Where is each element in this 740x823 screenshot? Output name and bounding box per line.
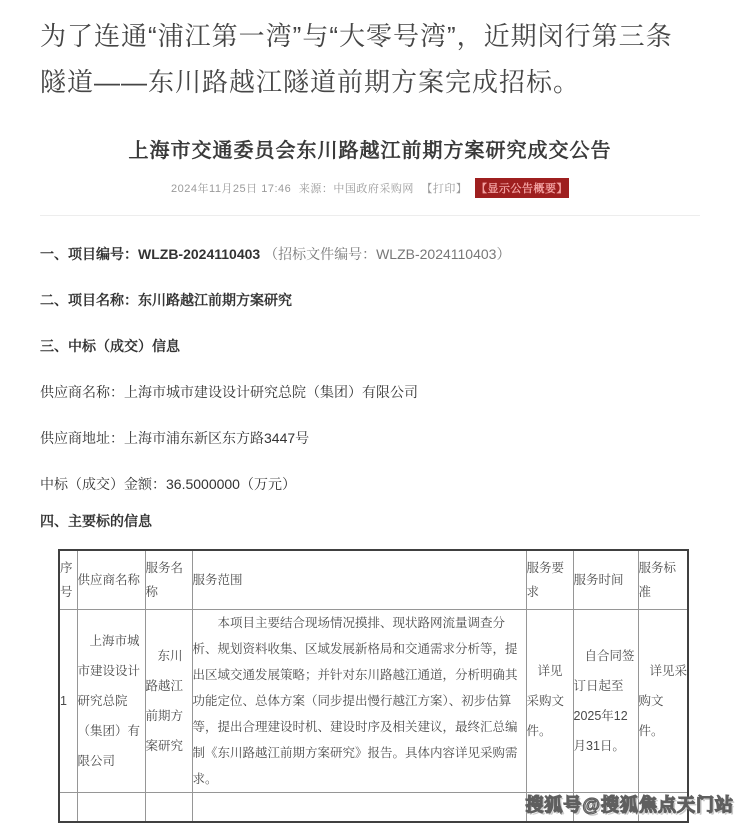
col-header-supplier: 供应商名称 <box>77 550 145 610</box>
col-header-service-name: 服务名称 <box>145 550 192 610</box>
notice-document <box>0 134 740 823</box>
section-award-info-heading: 三、中标（成交）信息 <box>40 338 180 354</box>
cell-time: 自合同签订日起至2025年12月31日。 <box>573 610 638 793</box>
cell-index: 1 <box>59 610 77 793</box>
sohu-watermark: 搜狐号@搜狐焦点天门站 <box>525 795 734 815</box>
col-header-requirement: 服务要求 <box>526 550 573 610</box>
article-headline: 为了连通“浦江第一湾”与“大零号湾”，近期闵行第三条隧道——东川路越江隧道前期方案完成招标。 <box>40 21 673 97</box>
section-subject-info-heading: 四、主要标的信息 <box>40 513 152 529</box>
cell-scope: 本项目主要结合现场情况摸排、现状路网流量调查分析、规划资料收集、区域发展新格局和交通需求分析等，提出区域交通发展策略；并针对东川路越江通道，分析明确其功能定位、总体方案（同步提出慢行越江方案）、初步估算等，提出合理建设时机、建设时序及相关建议，最终汇总编制《东川路越江前期方案研究》报告。具体内容详见采购需求。 <box>192 610 526 793</box>
meta-source: 来源：中国政府采购网 <box>298 183 414 195</box>
col-header-index: 序号 <box>59 550 77 610</box>
table-row <box>59 610 688 793</box>
col-header-time: 服务时间 <box>573 550 638 610</box>
line-award-amount: 中标（成交）金额：36.5000000（万元） <box>40 476 296 492</box>
notice-title: 上海市交通委员会东川路越江前期方案研究成交公告 <box>128 140 612 162</box>
cell-requirement: 详见采购文件。 <box>526 610 573 793</box>
tender-doc-number: （招标文件编号：WLZB-2024110403） <box>264 246 511 262</box>
cell-standard: 详见采购文件。 <box>638 610 688 793</box>
cell-service-name: 东川路越江前期方案研究 <box>145 610 192 793</box>
notice-body <box>0 246 740 823</box>
table-header-row <box>59 550 688 610</box>
cell-supplier: 上海市城市建设设计研究总院（集团）有限公司 <box>77 610 145 793</box>
show-summary-button[interactable]: 【显示公告概要】 <box>475 178 569 198</box>
meta-datetime: 2024年11月25日 17:46 <box>171 183 292 195</box>
section-project-name: 二、项目名称：东川路越江前期方案研究 <box>40 292 292 308</box>
header-divider <box>40 215 700 216</box>
section-project-number: 一、项目编号：WLZB-2024110403 （招标文件编号：WLZB-2024110403） <box>40 246 511 262</box>
line-supplier-name: 供应商名称：上海市城市建设设计研究总院（集团）有限公司 <box>40 384 418 400</box>
col-header-standard: 服务标准 <box>638 550 688 610</box>
col-header-scope: 服务范围 <box>192 550 526 610</box>
notice-meta <box>0 178 740 198</box>
subject-info-table <box>58 549 689 823</box>
print-link[interactable]: 【打印】 <box>421 183 468 195</box>
line-supplier-address: 供应商地址：上海市浦东新区东方路3447号 <box>40 430 310 446</box>
